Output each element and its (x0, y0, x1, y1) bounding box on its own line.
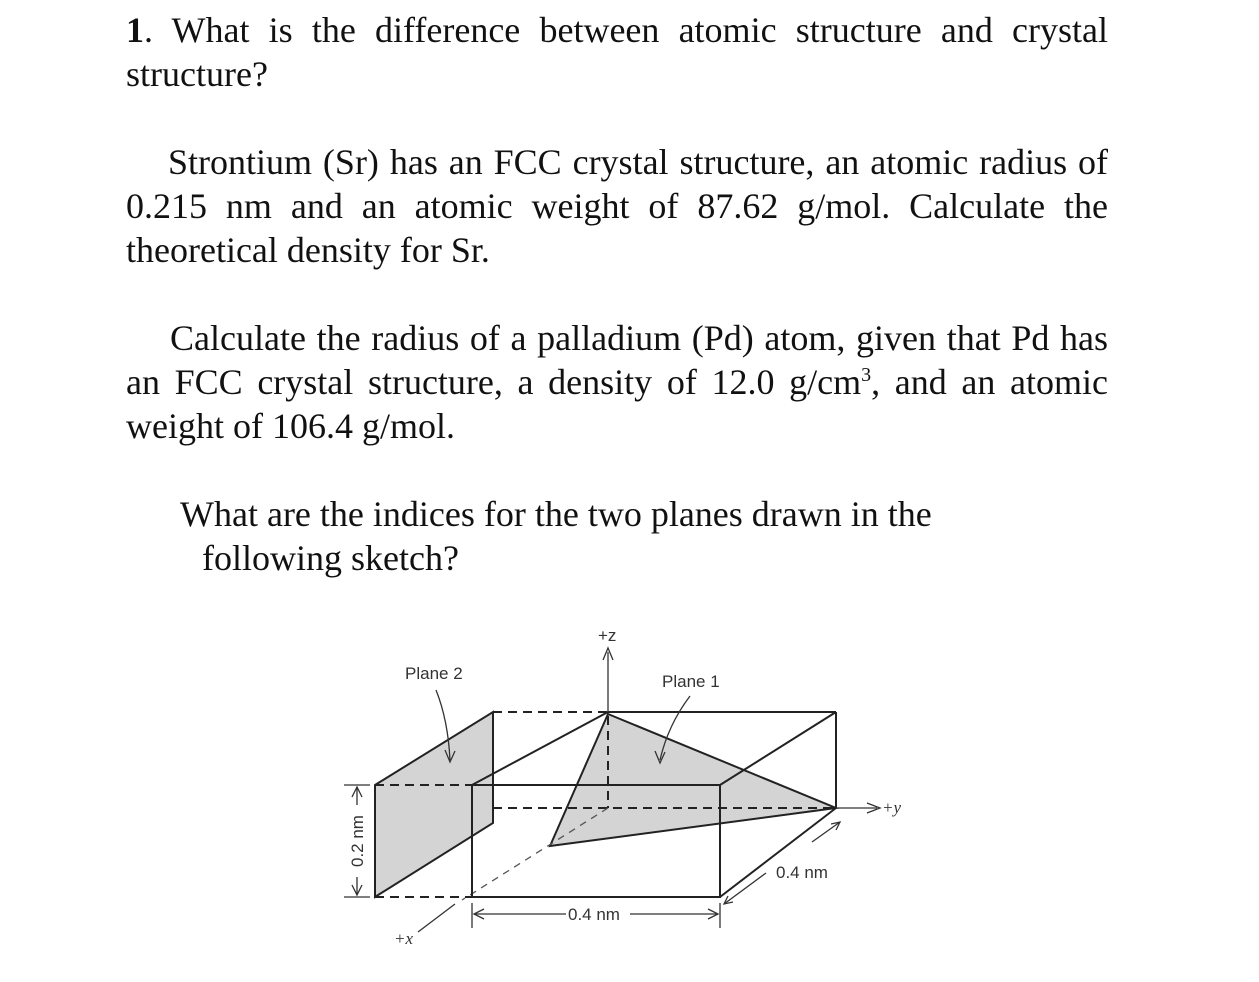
cubic-superscript: 3 (861, 364, 872, 386)
x-axis-label: +x (394, 929, 414, 948)
question-4-line1: What are the indices for the two planes drawn in the (180, 494, 932, 534)
plane-1-shape (550, 714, 836, 846)
question-3-text: Calculate the radius of a palladium (Pd) atom, given that Pd has an FCC crystal structure, a density of 12.0 g/cm (126, 318, 1108, 402)
width-label: 0.4 nm (568, 905, 620, 924)
z-axis-label: +z (598, 626, 617, 645)
question-1-number: 1 (126, 10, 144, 50)
question-3-text-end: , and an atomic weight of 106.4 g/mol. (126, 362, 1109, 446)
question-4-line2: following sketch? (202, 538, 459, 578)
height-label: 0.2 nm (348, 815, 367, 867)
y-axis-label: +y (882, 798, 902, 817)
plane-1-label: Plane 1 (662, 672, 720, 691)
plane-2-shape (375, 712, 493, 897)
question-1-text: . What is the difference between atomic structure and crystal structure? (126, 10, 1108, 94)
question-2: Strontium (Sr) has an FCC crystal structure, an atomic radius of 0.215 nm and an atomic weight of 87.62 g/mol. Calculate the theoretical density for Sr. (126, 142, 1108, 270)
depth-label: 0.4 nm (776, 863, 828, 882)
plane-2-label: Plane 2 (405, 664, 463, 683)
